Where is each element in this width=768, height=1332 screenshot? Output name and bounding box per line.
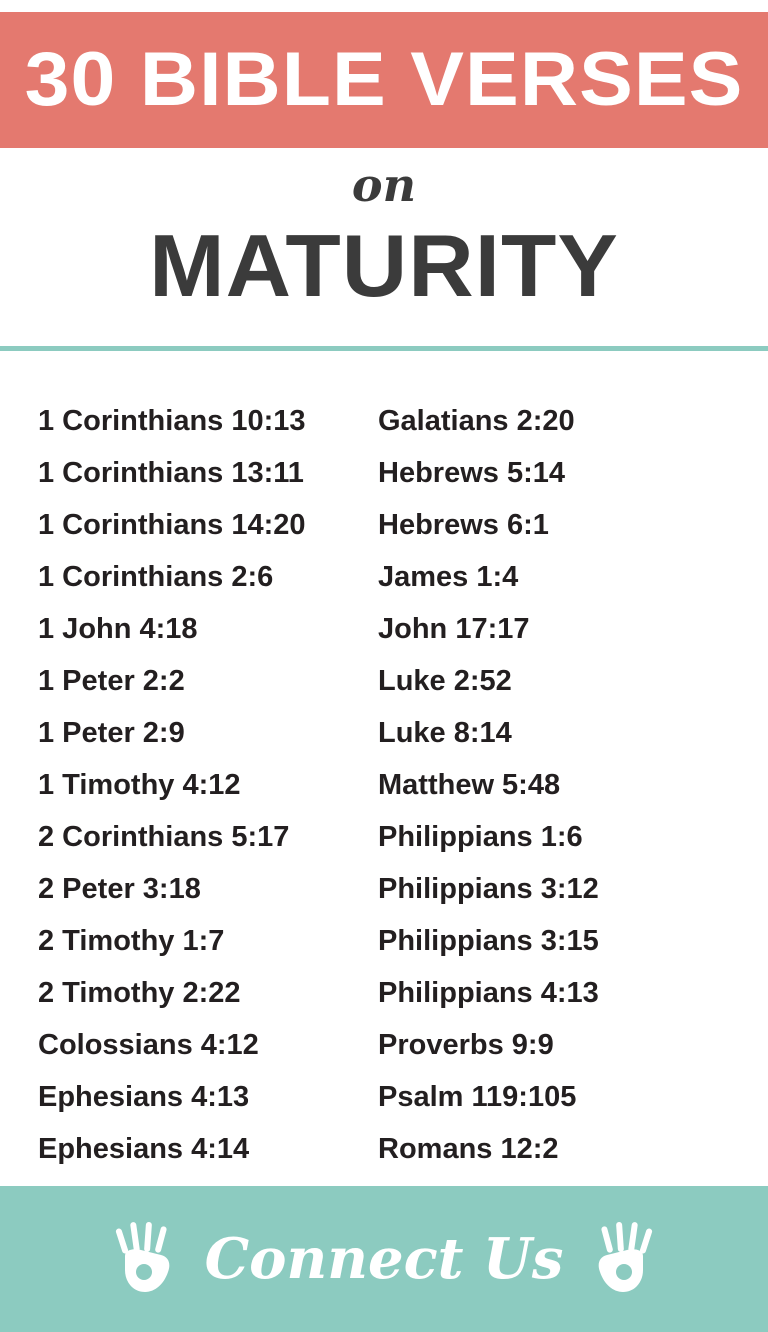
- list-item: 2 Timothy 2:22: [38, 977, 241, 1009]
- list-item: 1 Corinthians 10:13: [38, 405, 306, 437]
- hand-icon: [113, 1222, 179, 1296]
- verse-column-left: [0, 395, 370, 1186]
- list-item: Luke 8:14: [378, 717, 512, 749]
- title-connector: on: [351, 158, 417, 212]
- list-item: 1 Corinthians 13:11: [38, 457, 304, 489]
- list-item: Romans 12:2: [378, 1133, 559, 1165]
- list-item: Philippians 3:12: [378, 873, 599, 905]
- list-item: Galatians 2:20: [378, 405, 575, 437]
- header-band: [0, 12, 768, 148]
- verse-list: [0, 351, 768, 1186]
- list-item: Hebrews 5:14: [378, 457, 565, 489]
- page-title: 30 BIBLE VERSES: [24, 37, 744, 122]
- list-item: Luke 2:52: [378, 665, 512, 697]
- list-item: Philippians 4:13: [378, 977, 599, 1009]
- list-item: Hebrews 6:1: [378, 509, 549, 541]
- list-item: James 1:4: [378, 561, 519, 593]
- list-item: John 17:17: [378, 613, 530, 645]
- footer-band: [0, 1186, 768, 1332]
- list-item: 1 John 4:18: [38, 613, 198, 645]
- list-item: Proverbs 9:9: [378, 1029, 554, 1061]
- list-item: 1 Corinthians 14:20: [38, 509, 306, 541]
- list-item: 1 Peter 2:9: [38, 717, 185, 749]
- list-item: Matthew 5:48: [378, 769, 561, 801]
- list-item: 2 Timothy 1:7: [38, 925, 225, 957]
- list-item: 1 Peter 2:2: [38, 665, 185, 697]
- list-item: Ephesians 4:14: [38, 1133, 250, 1165]
- list-item: Psalm 119:105: [378, 1081, 577, 1113]
- list-item: Ephesians 4:13: [38, 1081, 250, 1113]
- verse-column-right: [370, 395, 730, 1186]
- subject-title: MATURITY: [149, 216, 619, 315]
- hand-icon: [589, 1222, 655, 1296]
- list-item: Philippians 1:6: [378, 821, 583, 853]
- list-item: Colossians 4:12: [38, 1029, 259, 1061]
- brand-name: Connect Us: [204, 1226, 564, 1292]
- list-item: 1 Corinthians 2:6: [38, 561, 274, 593]
- list-item: 2 Corinthians 5:17: [38, 821, 290, 853]
- list-item: 1 Timothy 4:12: [38, 769, 241, 801]
- list-item: 2 Peter 3:18: [38, 873, 201, 905]
- list-item: Philippians 3:15: [378, 925, 599, 957]
